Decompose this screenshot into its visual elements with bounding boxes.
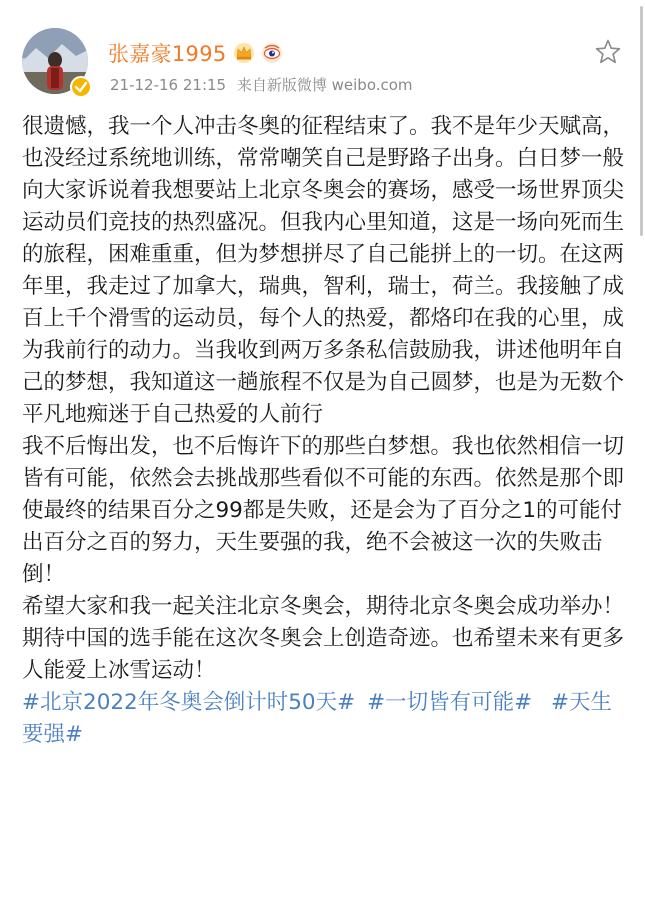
verified-badge-icon [70,76,92,98]
post-paragraph: 希望大家和我一起关注北京冬奥会，期待北京冬奥会成功举办！期待中国的选手能在这次冬奥会上创造奇迹。也希望未来有更多人能爱上冰雪运动！ [22,594,625,683]
hashtag-link[interactable]: #北京2022年冬奥会倒计时50天# [22,690,356,715]
post-header [22,26,632,106]
hashtag-list [22,687,627,751]
post-paragraph: 很遗憾，我一个人冲击冬奥的征程结束了。我不是年少天赋高，也没经过系统地训练，常常嘲笑自己是野路子出身。白日梦一般向大家诉说着我想要站上北京冬奥会的赛场，感受一场世界顶尖运动员们竞技的热烈盛况。但我内心里知道，这是一场向死而生的旅程，困难重重，但为梦想拼尽了自己能拼上的一切。在这两年里，我走过了加拿大，瑞典，智利，瑞士，荷兰。我接触了成百上千个滑雪的运动员，每个人的热爱，都烙印在我的心里，成为我前行的动力。当我收到两万多条私信鼓励我，讲述他明年自己的梦想，我知道这一趟旅程不仅是为自己圆梦，也是为无数个平凡地痴迷于自己热爱的人前行 [22,114,625,427]
post-content [22,111,627,751]
post-meta [110,74,413,95]
crown-icon[interactable] [233,42,255,64]
eye-icon[interactable] [261,42,283,64]
hashtag-link[interactable]: #天生要强# [22,690,612,747]
post-timestamp: 21-12-16 21:15 [110,76,227,94]
post-paragraph: 我不后悔出发，也不后悔许下的那些白梦想。我也依然相信一切皆有可能，依然会去挑战那些看似不可能的东西。依然是那个即使最终的结果百分之99都是失败，还是会为了百分之1的可能付出百分之百的努力，天生要强的我，绝不会被这一次的失败击倒！ [22,434,625,587]
star-icon[interactable] [594,38,622,66]
username[interactable]: 张嘉豪1995 [108,42,227,66]
post-source[interactable]: 来自新版微博 weibo.com [236,76,413,94]
scrollbar[interactable] [640,6,643,236]
author-row [108,38,283,68]
hashtag-link[interactable]: #一切皆有可能# [367,690,533,715]
